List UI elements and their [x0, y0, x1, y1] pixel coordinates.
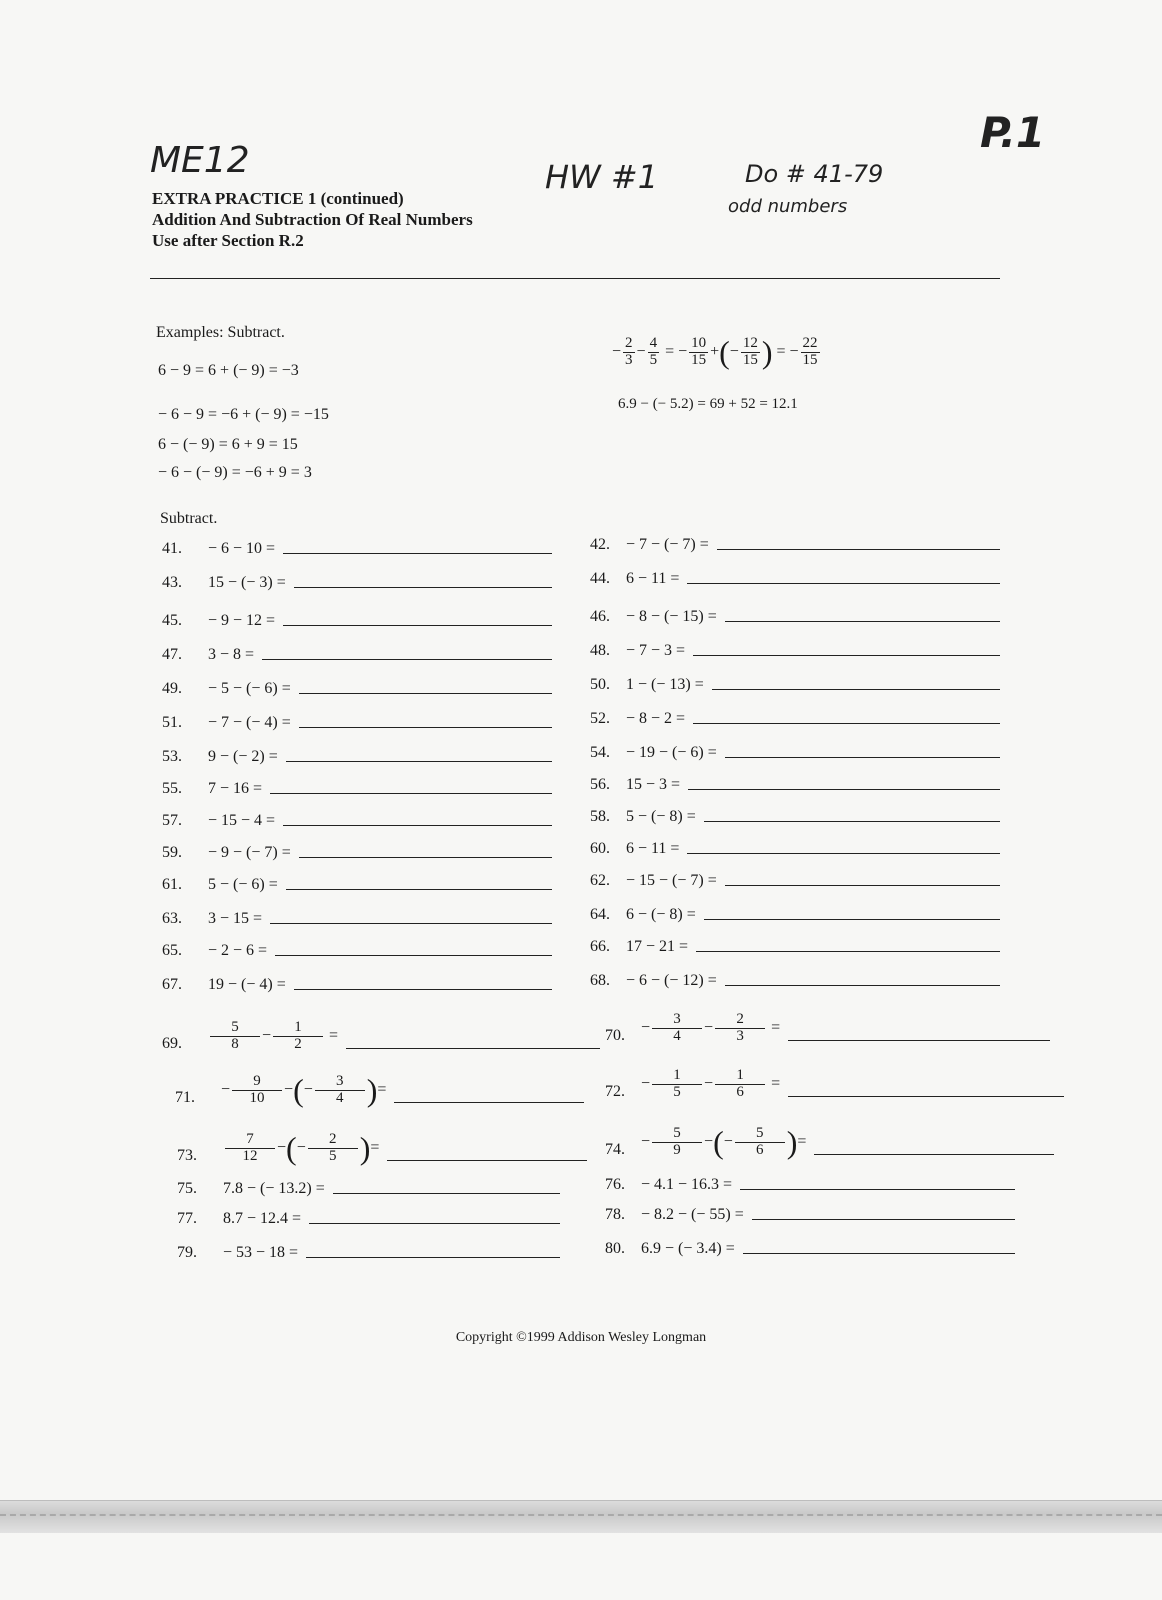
frac-num: 2 [625, 335, 633, 351]
frac-den: 5 [649, 351, 658, 368]
problem-expression: 19 − (− 4) = [208, 976, 286, 993]
problem-74: 74. − $\frac{5}{9}$ − ( − $\frac{5}{6}$ ) = [605, 1126, 1054, 1159]
frac-den: 6 [715, 1084, 765, 1101]
frac-den: 10 [232, 1090, 282, 1107]
answer-blank[interactable] [283, 552, 552, 554]
answer-blank[interactable] [743, 1252, 1015, 1254]
problem-number: 51. [162, 714, 182, 731]
answer-blank[interactable] [725, 620, 1000, 622]
problem-56 [590, 776, 1000, 794]
problem-number: 42. [590, 536, 610, 553]
handwritten-page: P.1 [980, 108, 1046, 157]
frac-num: 2 [328, 1131, 337, 1147]
problem-number: 71. [175, 1088, 195, 1106]
answer-blank[interactable] [712, 688, 1000, 690]
problem-number: 41. [162, 540, 182, 557]
problem-number: 65. [162, 942, 182, 959]
problem-expression: 3 − 8 = [208, 646, 255, 663]
problem-expression: 3 − 15 = [208, 910, 263, 927]
problem-52 [590, 710, 1000, 728]
scan-edge-dashes [0, 1514, 1162, 1516]
problem-42 [590, 536, 1000, 554]
problem-number: 64. [590, 906, 610, 923]
answer-blank[interactable] [788, 1095, 1064, 1097]
frac-den: 5 [652, 1084, 702, 1101]
problem-expression: − 15 − 4 = [208, 812, 276, 829]
frac-num: 1 [673, 1067, 681, 1083]
problem-54 [590, 744, 1000, 762]
problem-number: 56. [590, 776, 610, 793]
frac-num: 7 [246, 1131, 254, 1147]
problem-60 [590, 840, 1000, 858]
frac-den: 2 [273, 1036, 323, 1053]
problem-expression: − 6 − (− 12) = [626, 972, 717, 989]
frac-den: 15 [691, 351, 707, 368]
problem-58 [590, 808, 1000, 826]
problem-expression: − 2 − 6 = [208, 942, 268, 959]
problem-expression: 5 − (− 6) = [208, 876, 278, 893]
problem-64 [590, 906, 1000, 924]
problem-number: 74. [605, 1140, 625, 1158]
problem-number: 62. [590, 872, 610, 889]
copyright: Copyright ©1999 Addison Wesley Longman [455, 1330, 707, 1345]
frac-num: 3 [336, 1073, 344, 1089]
problem-44 [590, 570, 1000, 588]
problem-expression: 6 − 11 = [626, 840, 680, 857]
answer-blank[interactable] [687, 582, 1000, 584]
problem-number: 48. [590, 642, 610, 659]
problem-68 [590, 972, 1000, 990]
example-decimal: 6.9 − (− 5.2) = 69 + 52 = 12.1 [618, 396, 798, 412]
problem-46 [590, 608, 1000, 626]
problem-47 [162, 646, 552, 664]
problem-expression: − 8 − 2 = [626, 710, 686, 727]
problem-number: 58. [590, 808, 610, 825]
problem-49 [162, 680, 552, 698]
problem-number: 78. [605, 1206, 625, 1223]
problem-65 [162, 942, 552, 960]
problem-number: 59. [162, 844, 182, 861]
problem-expression: − 4.1 − 16.3 = [641, 1176, 733, 1193]
problem-number: 69. [162, 1034, 182, 1052]
answer-blank[interactable] [270, 922, 552, 924]
problem-number: 60. [590, 840, 610, 857]
frac-num: 4 [649, 335, 658, 351]
problem-expression: 6 − 11 = [626, 570, 680, 587]
problem-number: 79. [177, 1244, 197, 1261]
problem-expression: 9 − (− 2) = [208, 748, 278, 765]
problem-number: 52. [590, 710, 610, 727]
problem-number: 76. [605, 1176, 625, 1193]
problem-78 [605, 1206, 1015, 1224]
handwritten-assignment: Do # 41-79 [745, 160, 884, 188]
answer-blank[interactable] [275, 954, 552, 956]
answer-blank[interactable] [740, 1188, 1015, 1190]
problem-number: 80. [605, 1240, 625, 1257]
answer-blank[interactable] [704, 918, 1000, 920]
frac-num: 22 [802, 335, 818, 351]
answer-blank[interactable] [687, 852, 1000, 854]
handwritten-hw: HW #1 [545, 158, 659, 196]
worksheet-header [152, 188, 473, 251]
problem-50 [590, 676, 1000, 694]
problem-number: 61. [162, 876, 182, 893]
problem-71: 71. − $\frac{9}{10}$ − ( − $\frac{3}{4}$ ) = [175, 1074, 584, 1107]
handwritten-course: ME12 [150, 140, 250, 181]
answer-blank[interactable] [788, 1039, 1050, 1041]
example-line: 6 − (− 9) = 6 + 9 = 15 [158, 436, 298, 453]
answer-blank[interactable] [814, 1153, 1054, 1155]
answer-blank[interactable] [704, 820, 1000, 822]
problem-number: 67. [162, 976, 182, 993]
answer-blank[interactable] [693, 722, 1000, 724]
problem-expression: − 8.2 − (− 55) = [641, 1206, 744, 1223]
example-line: − 6 − (− 9) = −6 + 9 = 3 [158, 464, 312, 481]
answer-blank[interactable] [333, 1192, 560, 1194]
frac-den: 4 [315, 1090, 365, 1107]
problem-expression: 6 − (− 8) = [626, 906, 696, 923]
problem-number: 57. [162, 812, 182, 829]
answer-blank[interactable] [286, 760, 552, 762]
header-section: Use after Section R.2 [152, 231, 304, 250]
frac-num: 9 [253, 1073, 261, 1089]
problem-59 [162, 844, 552, 862]
handwritten-odd-note: odd numbers [728, 196, 848, 217]
problem-expression: − 9 − (− 7) = [208, 844, 291, 861]
problem-expression: − 7 − (− 7) = [626, 536, 709, 553]
example-line: − 6 − 9 = −6 + (− 9) = −15 [158, 406, 329, 423]
answer-blank[interactable] [299, 726, 552, 728]
problem-number: 77. [177, 1210, 197, 1227]
answer-blank[interactable] [725, 984, 1000, 986]
answer-blank[interactable] [262, 658, 552, 660]
frac-den: 15 [742, 351, 758, 368]
frac-den: 12 [225, 1148, 275, 1165]
frac-den: 4 [652, 1028, 702, 1045]
header-title: EXTRA PRACTICE 1 (continued) [152, 189, 404, 208]
problem-expression: 7.8 − (− 13.2) = [223, 1180, 325, 1197]
example-fraction: − $\frac{2}{3}$ − $\frac{4}{5}$ = − $\frac{10}{15}$ + ( − $\frac{12}{15}$ ) = − $\frac{22}{15}$ [612, 334, 818, 371]
answer-blank[interactable] [283, 624, 552, 626]
subtract-label: Subtract. [160, 510, 218, 527]
problem-76 [605, 1176, 1015, 1194]
problem-number: 45. [162, 612, 182, 629]
problem-80 [605, 1240, 1015, 1258]
problem-expression: − 5 − (− 6) = [208, 680, 291, 697]
frac-num: 5 [231, 1019, 239, 1035]
problem-63 [162, 910, 552, 928]
frac-den: 5 [308, 1148, 358, 1165]
answer-blank[interactable] [725, 884, 1000, 886]
problem-number: 75. [177, 1180, 197, 1197]
problem-number: 72. [605, 1082, 625, 1100]
problem-79 [177, 1244, 560, 1262]
problem-number: 70. [605, 1026, 625, 1044]
problem-number: 53. [162, 748, 182, 765]
problem-41 [162, 540, 552, 558]
frac-den: 15 [802, 351, 818, 368]
problem-number: 55. [162, 780, 182, 797]
frac-num: 2 [736, 1011, 744, 1027]
problem-expression: − 7 − 3 = [626, 642, 686, 659]
problem-62 [590, 872, 1000, 890]
answer-blank[interactable] [286, 888, 552, 890]
problem-73: 73. $\frac{7}{12}$ − ( − $\frac{2}{5}$ ) = [177, 1132, 587, 1165]
problem-number: 50. [590, 676, 610, 693]
frac-num: 1 [294, 1019, 302, 1035]
frac-num: 12 [742, 335, 758, 351]
problem-70: 70. − $\frac{3}{4}$ − $\frac{2}{3}$ = [605, 1012, 1050, 1045]
answer-blank[interactable] [294, 988, 552, 990]
problem-expression: 8.7 − 12.4 = [223, 1210, 302, 1227]
problem-61 [162, 876, 552, 894]
problem-66 [590, 938, 1000, 956]
frac-num: 1 [736, 1067, 744, 1083]
problem-expression: − 15 − (− 7) = [626, 872, 717, 889]
problem-expression: − 7 − (− 4) = [208, 714, 291, 731]
problem-expression: − 53 − 18 = [223, 1244, 299, 1261]
frac-den: 8 [210, 1036, 260, 1053]
problem-expression: − 9 − 12 = [208, 612, 276, 629]
answer-blank[interactable] [294, 586, 552, 588]
frac-num: 10 [691, 335, 707, 351]
frac-num: 5 [673, 1125, 681, 1141]
problem-number: 49. [162, 680, 182, 697]
problem-number: 66. [590, 938, 610, 955]
problem-55 [162, 780, 552, 798]
problem-expression: 6.9 − (− 3.4) = [641, 1240, 735, 1257]
answer-blank[interactable] [306, 1256, 560, 1258]
answer-blank[interactable] [696, 950, 1000, 952]
examples-label: Examples: Subtract. [156, 324, 285, 341]
header-subtitle: Addition And Subtraction Of Real Numbers [152, 210, 473, 229]
frac-den: 3 [625, 351, 633, 368]
problem-53 [162, 748, 552, 766]
frac-num: 3 [673, 1011, 681, 1027]
problem-69: 69. $\frac{5}{8}$ − $\frac{1}{2}$ = [162, 1020, 600, 1053]
problem-67 [162, 976, 552, 994]
problem-expression: − 6 − 10 = [208, 540, 276, 557]
answer-blank[interactable] [346, 1047, 600, 1049]
answer-blank[interactable] [387, 1159, 587, 1161]
frac-num: 5 [756, 1125, 764, 1141]
problem-51 [162, 714, 552, 732]
problem-number: 46. [590, 608, 610, 625]
problem-number: 47. [162, 646, 182, 663]
problem-number: 44. [590, 570, 610, 587]
scan-edge-band [0, 1500, 1162, 1533]
problem-72: 72. − $\frac{1}{5}$ − $\frac{1}{6}$ = [605, 1068, 1064, 1101]
frac-den: 6 [735, 1142, 785, 1159]
example-line: 6 − 9 = 6 + (− 9) = −3 [158, 362, 299, 379]
problem-expression: − 19 − (− 6) = [626, 744, 717, 761]
answer-blank[interactable] [725, 756, 1000, 758]
problem-45 [162, 612, 552, 630]
problem-expression: 1 − (− 13) = [626, 676, 704, 693]
problem-expression: 15 − 3 = [626, 776, 681, 793]
frac-den: 9 [652, 1142, 702, 1159]
problem-number: 43. [162, 574, 182, 591]
problem-number: 63. [162, 910, 182, 927]
problem-43 [162, 574, 552, 592]
problem-expression: 7 − 16 = [208, 780, 263, 797]
problem-77 [177, 1210, 560, 1228]
answer-blank[interactable] [283, 824, 552, 826]
problem-48 [590, 642, 1000, 660]
answer-blank[interactable] [752, 1218, 1015, 1220]
problem-expression: 5 − (− 8) = [626, 808, 696, 825]
answer-blank[interactable] [270, 792, 552, 794]
problem-75 [177, 1180, 560, 1198]
answer-blank[interactable] [299, 692, 552, 694]
answer-blank[interactable] [693, 654, 1000, 656]
problem-number: 68. [590, 972, 610, 989]
answer-blank[interactable] [394, 1101, 584, 1103]
answer-blank[interactable] [309, 1222, 560, 1224]
problem-expression: 15 − (− 3) = [208, 574, 286, 591]
frac-den: 3 [715, 1028, 765, 1045]
answer-blank[interactable] [717, 548, 1000, 550]
problem-number: 73. [177, 1146, 197, 1164]
answer-blank[interactable] [299, 856, 552, 858]
header-rule [150, 278, 1000, 279]
answer-blank[interactable] [688, 788, 1000, 790]
problem-expression: − 8 − (− 15) = [626, 608, 717, 625]
problem-57 [162, 812, 552, 830]
problem-number: 54. [590, 744, 610, 761]
problem-expression: 17 − 21 = [626, 938, 689, 955]
